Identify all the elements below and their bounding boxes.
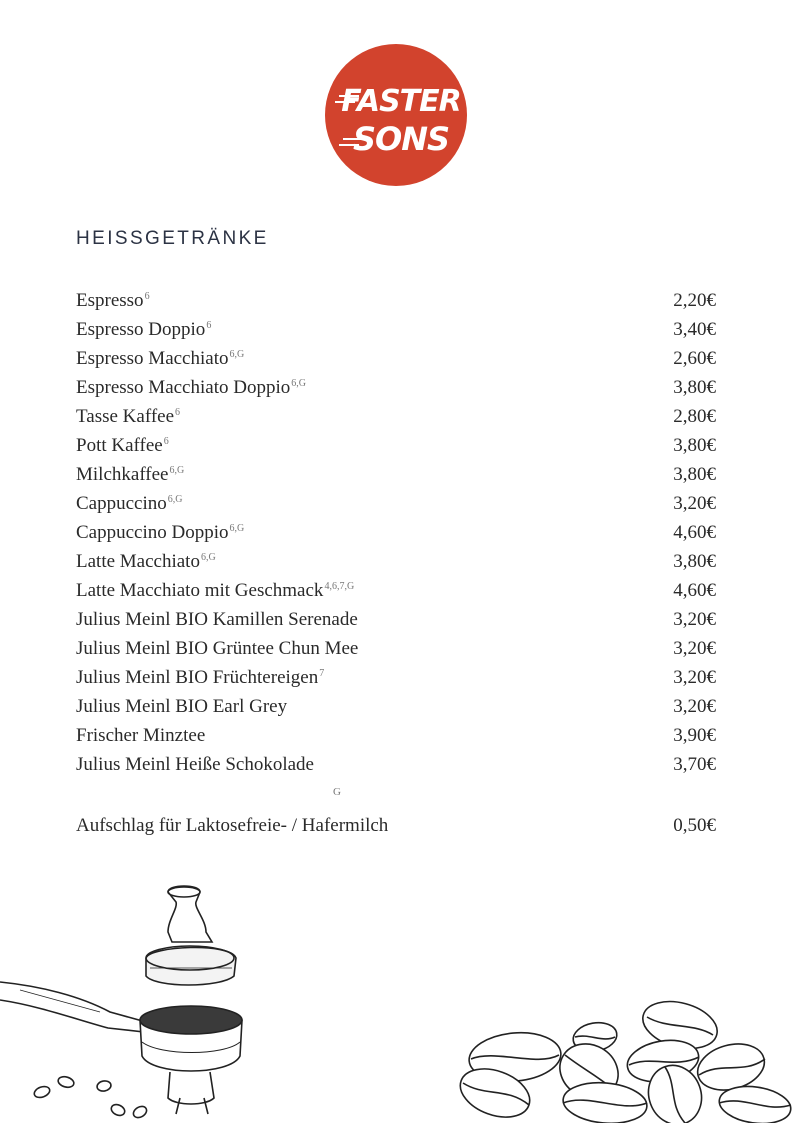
menu-item-name [76,638,358,660]
allergen-codes: 6,G [229,522,245,534]
menu-item [76,580,716,609]
menu-item-price: 3,20€ [673,696,716,717]
menu-item [76,667,716,696]
allergen-codes: 6,G [200,551,216,563]
menu-item [76,609,716,638]
coffee-beans-icon [455,995,794,1123]
allergen-codes: 6 [175,406,181,418]
menu-item-label: Julius Meinl BIO Grüntee Chun Mee [76,638,359,659]
menu-item-label: Espresso Doppio [76,319,206,340]
menu-item [76,435,716,464]
allergen-codes: 6,G [291,377,306,389]
menu-item [76,406,716,435]
menu-item-price: 3,20€ [673,667,716,688]
menu-item [76,348,716,377]
menu-item-name [76,319,211,341]
menu-item-label: Julius Meinl Heiße Schokolade [76,754,314,775]
surcharge-price: 0,50€ [673,815,716,836]
menu-item-label: Espresso Macchiato [76,348,229,369]
menu-item-price: 4,60€ [673,522,716,543]
menu-item-price: 3,20€ [673,493,716,514]
menu-item [76,377,716,406]
faster-sons-logo [325,44,467,186]
menu-item-label: Cappuccino [76,493,167,514]
menu-item-name [76,696,287,718]
section-title: HEISSGETRÄNKE [76,228,269,249]
menu-item [76,522,716,551]
menu-item [76,638,716,667]
menu-item-price: 3,20€ [673,609,716,630]
allergen-codes: 6 [144,290,150,302]
surcharge-name: Aufschlag für Laktosefreie- / Hafermilch [76,815,389,836]
menu-item-label: Frischer Minztee [76,725,206,746]
menu-item-label: Tasse Kaffee [76,406,175,427]
menu-item-label: Espresso [76,290,144,311]
menu-item-label: Latte Macchiato [76,551,200,572]
menu-item-price: 3,80€ [673,435,716,456]
menu-item-price: 4,60€ [673,580,716,601]
menu-item-label: Julius Meinl BIO Earl Grey [76,696,288,717]
menu-item-price: 3,40€ [673,319,716,340]
menu-item-label: Pott Kaffee [76,435,163,456]
menu-item-name [76,522,244,544]
menu-item-name [76,348,244,370]
surcharge-row [76,815,716,837]
allergen-codes: 6 [163,435,169,447]
allergen-note: G [333,786,341,798]
menu-item [76,319,716,348]
menu-item-label: Espresso Macchiato Doppio [76,377,291,398]
menu-item [76,725,716,754]
menu-item-name [76,377,306,399]
menu-item-name [76,725,205,747]
allergen-codes: 6 [206,319,212,331]
menu-list [76,290,716,783]
menu-item-price: 2,80€ [673,406,716,427]
menu-item-name [76,754,314,776]
menu-item-label: Julius Meinl BIO Früchtereigen [76,667,319,688]
menu-item-price: 3,90€ [673,725,716,746]
menu-item-name [76,406,180,428]
menu-item-name [76,464,184,486]
logo-line2: SONS [352,120,450,158]
allergen-codes: 6,G [169,464,185,476]
menu-item [76,551,716,580]
allergen-codes: 6,G [229,348,245,360]
menu-item-label: Latte Macchiato mit Geschmack [76,580,324,601]
allergen-codes: 6,G [167,493,183,505]
menu-item-name [76,290,150,312]
menu-item [76,696,716,725]
menu-item-price: 3,80€ [673,551,716,572]
allergen-codes: 7 [319,667,325,679]
menu-item-price: 3,80€ [673,377,716,398]
menu-item [76,464,716,493]
logo-line1: FASTER [341,84,461,119]
menu-item-price: 2,20€ [673,290,716,311]
menu-item-name [76,551,216,573]
menu-item-name [76,609,358,631]
menu-item-price: 2,60€ [673,348,716,369]
menu-item-price: 3,70€ [673,754,716,775]
menu-item-price: 3,20€ [673,638,716,659]
menu-item-label: Cappuccino Doppio [76,522,229,543]
menu-item [76,754,716,783]
menu-item [76,493,716,522]
menu-item [76,290,716,319]
menu-item-name [76,435,169,457]
menu-item-name [76,493,183,515]
menu-item-name [76,580,354,602]
allergen-codes: 4,6,7,G [324,580,355,592]
menu-item-label: Julius Meinl BIO Kamillen Serenade [76,609,358,630]
menu-item-label: Milchkaffee [76,464,169,485]
menu-item-name [76,667,324,689]
menu-item-price: 3,80€ [673,464,716,485]
portafilter-tamper-icon [0,880,260,1123]
